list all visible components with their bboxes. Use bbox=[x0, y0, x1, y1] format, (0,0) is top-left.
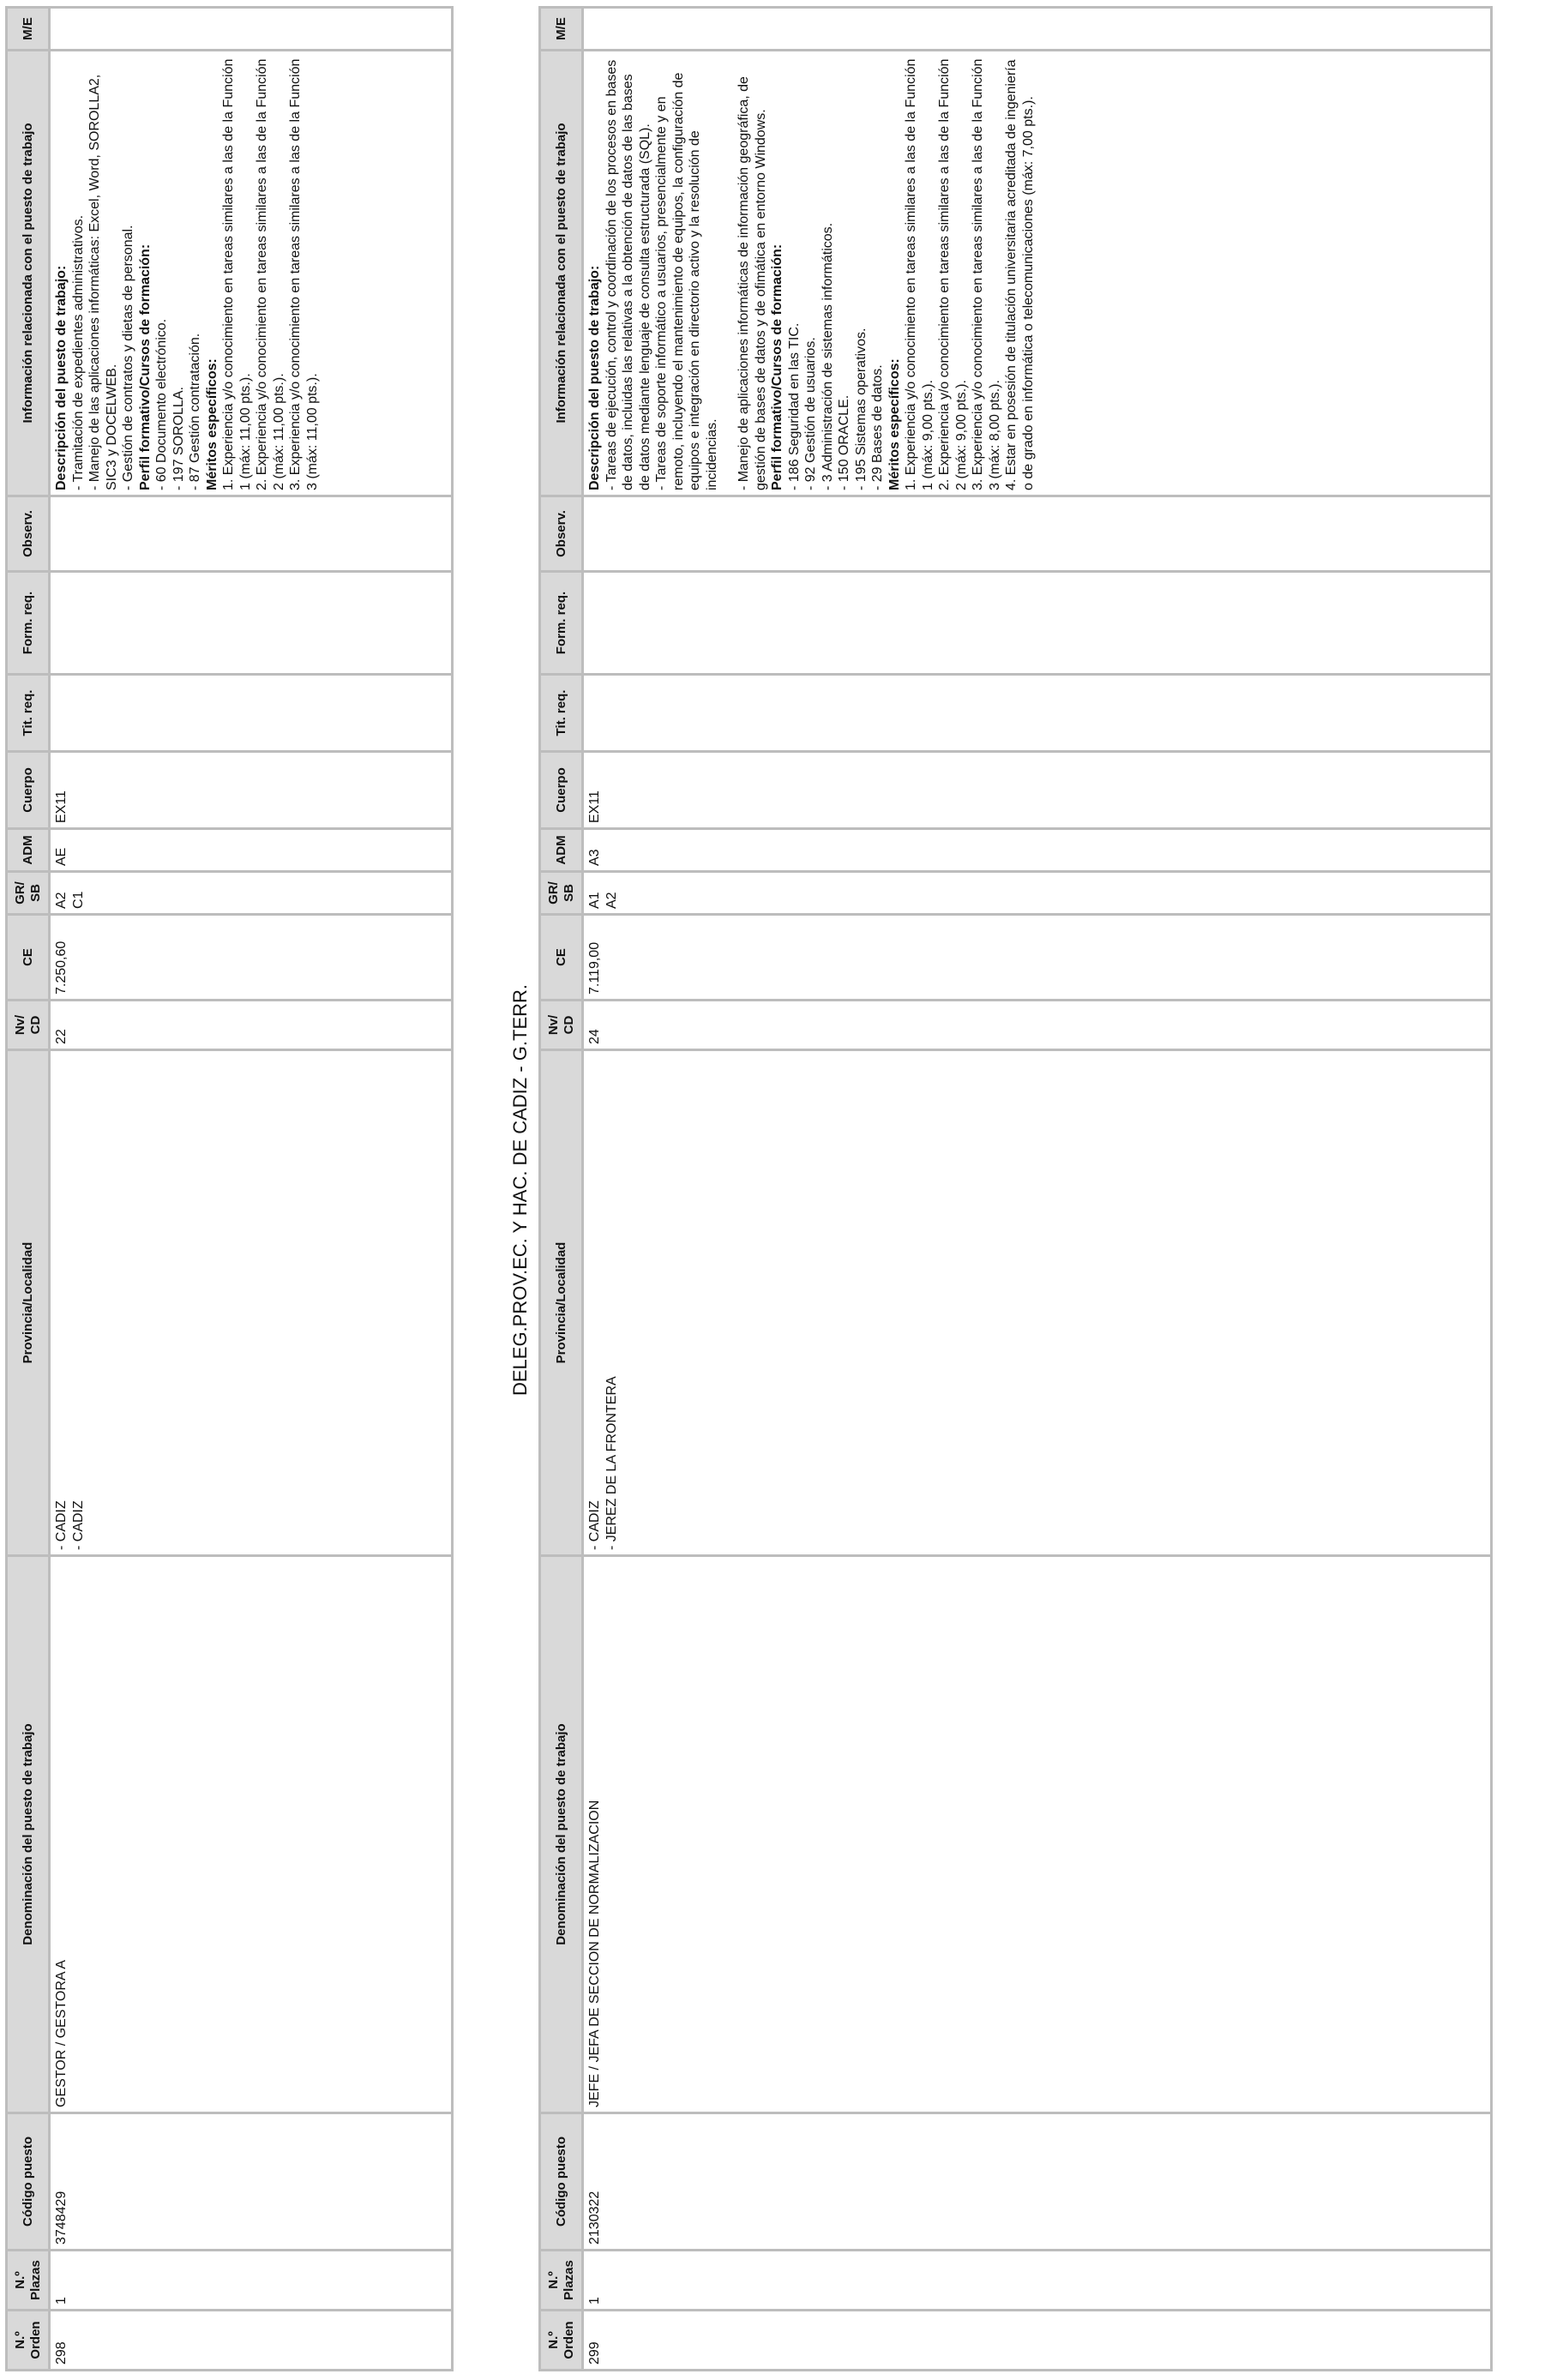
table-puesto-299 bbox=[538, 6, 1493, 2371]
col-header-nv: Nv/ CD bbox=[7, 1001, 50, 1050]
info-spacer bbox=[720, 56, 736, 490]
col-header-orden: N.º Orden bbox=[540, 2311, 583, 2371]
info-line: - Tramitación de expedientes administrativos. bbox=[70, 214, 86, 490]
cell-me bbox=[50, 8, 453, 51]
info-line: - Tareas de soporte informático a usuarios, presencialmente y en remoto, incluyendo el mantenimiento de equipos, la configuración de equipos e integración en directorio activo y la resolución de incidencias. bbox=[654, 72, 719, 490]
cell-gr bbox=[50, 872, 453, 915]
cell-cuerpo: EX11 bbox=[583, 752, 1492, 829]
col-header-info: Información relacionada con el puesto de trabajo bbox=[7, 51, 50, 496]
info-line: - 195 Sistemas operativos. bbox=[853, 328, 869, 490]
cell-plazas: 1 bbox=[50, 2251, 453, 2311]
cell-codigo: 2130322 bbox=[583, 2113, 1492, 2251]
col-header-provincia: Provincia/Localidad bbox=[540, 1050, 583, 1556]
info-line: 1. Experiencia y/o conocimiento en tareas similares a las de la Función 1 (máx: 11,00 pts.). bbox=[221, 58, 253, 490]
info-line: - 60 Documento electrónico. bbox=[154, 318, 170, 490]
col-header-denominacion: Denominación del puesto de trabajo bbox=[540, 1556, 583, 2113]
section-heading: DELEG.PROV.EC. Y HAC. DE CADIZ - G.TERR. bbox=[509, 983, 531, 1397]
col-header-adm: ADM bbox=[7, 829, 50, 872]
col-header-adm: ADM bbox=[540, 829, 583, 872]
info-list bbox=[586, 56, 1037, 490]
info-line: 3. Experiencia y/o conocimiento en tareas similares a las de la Función 3 (máx: 11,00 pts.). bbox=[288, 58, 320, 490]
info-line: - Manejo de las aplicaciones informáticas: Excel, Word, SOROLLA2, SIC3 y DOCELWEB. bbox=[87, 74, 119, 490]
cell-orden: 298 bbox=[50, 2311, 453, 2371]
info-section-heading: Descripción del puesto de trabajo: bbox=[54, 265, 69, 490]
cell-adm: A3 bbox=[583, 829, 1492, 872]
info-line: - 29 Bases de datos. bbox=[870, 364, 886, 490]
col-header-ce: CE bbox=[540, 915, 583, 1001]
col-header-orden: N.º Orden bbox=[7, 2311, 50, 2371]
col-header-codigo: Código puesto bbox=[7, 2113, 50, 2251]
info-line: - 197 SOROLLA. bbox=[171, 387, 186, 490]
table-puesto-298 bbox=[5, 6, 454, 2371]
cell-form bbox=[583, 572, 1492, 675]
info-list bbox=[53, 56, 321, 490]
cell-codigo: 3748429 bbox=[50, 2113, 453, 2251]
col-header-me: M/E bbox=[7, 8, 50, 51]
cell-orden: 299 bbox=[583, 2311, 1492, 2371]
cell-provincia bbox=[583, 1050, 1492, 1556]
table-row bbox=[50, 8, 453, 2371]
cell-provincia bbox=[50, 1050, 453, 1556]
cell-ce: 7.250,60 bbox=[50, 915, 453, 1001]
provincia-line: - CADIZ bbox=[587, 1500, 602, 1550]
info-section-heading: Méritos específicos: bbox=[204, 358, 219, 490]
cell-ce: 7.119,00 bbox=[583, 915, 1492, 1001]
cell-denominacion: JEFE / JEFA DE SECCION DE NORMALIZACION bbox=[583, 1556, 1492, 2113]
info-line: - 87 Gestión contratación. bbox=[188, 333, 203, 490]
info-section-heading: Perfil formativo/Cursos de formación: bbox=[770, 243, 785, 490]
gr-line: C1 bbox=[70, 891, 86, 909]
info-line: 1. Experiencia y/o conocimiento en tareas similares a las de la Función 1 (máx: 9,00 pts.). bbox=[904, 58, 935, 490]
col-header-me: M/E bbox=[540, 8, 583, 51]
cell-info bbox=[583, 51, 1492, 496]
col-header-gr: GR/ SB bbox=[7, 872, 50, 915]
info-section-heading: Méritos específicos: bbox=[887, 358, 902, 490]
col-header-cuerpo: Cuerpo bbox=[540, 752, 583, 829]
col-header-form: Form. req. bbox=[7, 572, 50, 675]
col-header-provincia: Provincia/Localidad bbox=[7, 1050, 50, 1556]
cell-observ bbox=[583, 496, 1492, 572]
provincia-line: - CADIZ bbox=[54, 1500, 69, 1550]
cell-info bbox=[50, 51, 453, 496]
cell-nv: 22 bbox=[50, 1001, 453, 1050]
cell-plazas: 1 bbox=[583, 2251, 1492, 2311]
cell-me bbox=[583, 8, 1492, 51]
col-header-observ: Observ. bbox=[7, 496, 50, 572]
info-line: - 3 Administración de sistemas informáticos. bbox=[820, 222, 835, 490]
cell-denominacion: GESTOR / GESTORA A bbox=[50, 1556, 453, 2113]
provincia-line: - CADIZ bbox=[70, 1500, 86, 1550]
cell-adm: AE bbox=[50, 829, 453, 872]
info-line: - Tareas de ejecución, control y coordinación de los procesos en bases de datos, incluidas las relativas a la obtención de datos de las bases de datos mediante lenguaje de consulta estructurada (SQL). bbox=[604, 59, 652, 490]
table-header-row bbox=[540, 8, 583, 2371]
col-header-observ: Observ. bbox=[540, 496, 583, 572]
info-line: 2. Experiencia y/o conocimiento en tareas similares a las de la Función 2 (máx: 9,00 pts.). bbox=[937, 58, 969, 490]
gr-line: A2 bbox=[54, 892, 69, 909]
cell-tit bbox=[583, 675, 1492, 752]
cell-gr bbox=[583, 872, 1492, 915]
info-line: 3. Experiencia y/o conocimiento en tareas similares a las de la Función 3 (máx: 8,00 pts.). bbox=[971, 58, 1002, 490]
gr-line: A1 bbox=[587, 892, 602, 909]
table-row bbox=[583, 8, 1492, 2371]
cell-cuerpo: EX11 bbox=[50, 752, 453, 829]
gr-line: A2 bbox=[604, 892, 619, 909]
cell-observ bbox=[50, 496, 453, 572]
col-header-tit: Tit. req. bbox=[7, 675, 50, 752]
info-line: - Gestión de contratos y dietas de personal. bbox=[121, 225, 136, 490]
col-header-tit: Tit. req. bbox=[540, 675, 583, 752]
col-header-plazas: N.º Plazas bbox=[7, 2251, 50, 2311]
col-header-plazas: N.º Plazas bbox=[540, 2251, 583, 2311]
info-line: - 186 Seguridad en las TIC. bbox=[786, 322, 802, 490]
col-header-form: Form. req. bbox=[540, 572, 583, 675]
info-line: - Manejo de aplicaciones informáticas de información geográfica, de gestión de bases de datos y de ofimática en entorno Windows. bbox=[736, 76, 768, 490]
col-header-cuerpo: Cuerpo bbox=[7, 752, 50, 829]
table-header-row bbox=[7, 8, 50, 2371]
col-header-nv: Nv/ CD bbox=[540, 1001, 583, 1050]
col-header-codigo: Código puesto bbox=[540, 2113, 583, 2251]
info-line: - 92 Gestión de usuarios. bbox=[803, 337, 819, 490]
info-section-heading: Descripción del puesto de trabajo: bbox=[587, 265, 602, 490]
info-line: 2. Experiencia y/o conocimiento en tareas similares a las de la Función 2 (máx: 11,00 pts.). bbox=[255, 58, 286, 490]
col-header-gr: GR/ SB bbox=[540, 872, 583, 915]
col-header-denominacion: Denominación del puesto de trabajo bbox=[7, 1556, 50, 2113]
info-section-heading: Perfil formativo/Cursos de formación: bbox=[137, 243, 153, 490]
cell-form bbox=[50, 572, 453, 675]
cell-tit bbox=[50, 675, 453, 752]
info-line: - 150 ORACLE. bbox=[837, 394, 852, 490]
info-line: 4. Estar en posesión de titulación universitaria acreditada de ingeniería o de grado en informática o telecomunicaciones (máx: 7,00 pts.). bbox=[1004, 59, 1036, 490]
provincia-line: - JEREZ DE LA FRONTERA bbox=[604, 1376, 619, 1550]
cell-nv: 24 bbox=[583, 1001, 1492, 1050]
col-header-info: Información relacionada con el puesto de trabajo bbox=[540, 51, 583, 496]
col-header-ce: CE bbox=[7, 915, 50, 1001]
